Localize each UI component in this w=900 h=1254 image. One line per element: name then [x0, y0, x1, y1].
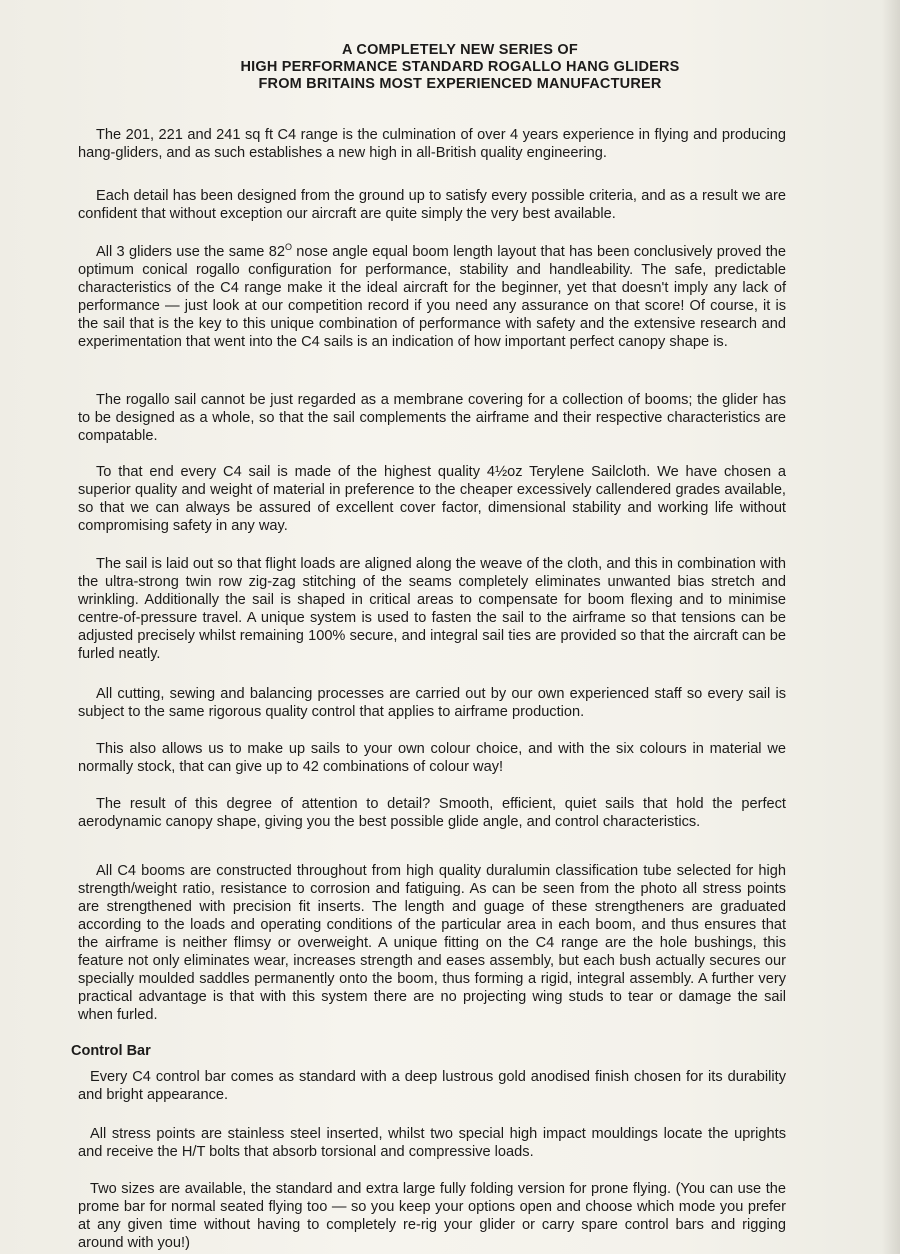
paragraph-design	[78, 187, 786, 223]
paragraph-text: This also allows us to make up sails to your own colour choice, and with the six colours in material we normally stock, that can give up to 42 combinations of colour way!	[78, 741, 786, 775]
paragraph-text-rest: nose angle equal boom length layout that has been conclusively proved the optimum conical rogallo configuration for performance, stability and handleability. The safe, predictable characteristics of the C4 range make it the ideal aircraft for the beginner, yet that doesn't imply any lack of performance — just look at our competition record if you need any assurance on that score! Of course, it is the sail that is the key to this unique combination of performance with safety and the extensive research and experimentation that went into the C4 sails is an indication of how important perfect canopy shape is.	[78, 244, 786, 350]
paragraph-nose-angle	[78, 243, 786, 351]
paragraph-text: Two sizes are available, the standard and extra large fully folding version for prone flying. (You can use the prome bar for normal seated flying too — so you keep your options open and choose which mode you prefer at any given time without having to completely re-rig your glider or carry spare control bars and rigging around with you!)	[78, 1181, 786, 1251]
paragraph-colours	[78, 740, 786, 776]
paragraph-text: The sail is laid out so that flight loads are aligned along the weave of the cloth, and this in combination with the ultra-strong twin row zig-zag stitching of the seams completely eliminates unwanted bias stretch and wrinkling. Additionally the sail is shaped in critical areas to compensate for boom flexing and to minimise centre-of-pressure travel. A unique system is used to fasten the sail to the airframe so that tensions can be adjusted precisely whilst remaining 100% secure, and integral sail ties are provided so that the aircraft can be furled neatly.	[78, 556, 786, 662]
paragraph-text: Each detail has been designed from the ground up to satisfy every possible criteria, and as a result we are confident that without exception our aircraft are quite simply the very best available.	[78, 188, 786, 222]
paragraph-sail-layout	[78, 555, 786, 663]
section-title-control-bar: Control Bar	[71, 1043, 151, 1059]
paragraph-text: All C4 booms are constructed throughout from high quality duralumin classification tube selected for high strength/weight ratio, resistance to corrosion and fatiguing. As can be seen from the photo all stress points are strengthened with precision fit inserts. The length and guage of these strengtheners are graduated according to the loads and operating conditions of the particular area in each boom, and thus ensures that the airframe is neither flimsy or overweight. A unique fitting on the C4 range are the hole bushings, this feature not only eliminates wear, increases strength and eases assembly, but each bush actually secures our specially moulded saddles permanently onto the boom, thus forming a rigid, integral assembly. A further very practical advantage is that with this system there are no projecting wing studs to tear or damage the sail when furled.	[78, 863, 786, 1023]
degree-superscript: O	[284, 242, 292, 253]
heading-line-1: A COMPLETELY NEW SERIES OF	[342, 42, 578, 58]
paragraph-text: Every C4 control bar comes as standard with a deep lustrous gold anodised finish chosen for its durability and bright appearance.	[78, 1069, 786, 1103]
paragraph-rogallo-sail	[78, 391, 786, 445]
paragraph-intro	[78, 126, 786, 162]
paragraph-text: To that end every C4 sail is made of the highest quality 4½oz Terylene Sailcloth. We have chosen a superior quality and weight of material in preference to the cheaper excessively callendered grades available, so that we can always be assured of excellent cover factor, dimensional stability and working life without compromising safety in any way.	[78, 464, 786, 534]
paragraph-text: All cutting, sewing and balancing processes are carried out by our own experienced staff so every sail is subject to the same rigorous quality control that applies to airframe production.	[78, 686, 786, 720]
paragraph-cutting-sewing	[78, 685, 786, 721]
paragraph-text: The rogallo sail cannot be just regarded as a membrane covering for a collection of booms; the glider has to be designed as a whole, so that the sail complements the airframe and their respective characteristics are compatable.	[78, 392, 786, 444]
paragraph-text: All stress points are stainless steel inserted, whilst two special high impact mouldings locate the uprights and receive the H/T bolts that absorb torsional and compressive loads.	[78, 1126, 786, 1160]
document-heading	[150, 42, 770, 93]
heading-line-2: HIGH PERFORMANCE STANDARD ROGALLO HANG GLIDERS	[240, 59, 680, 75]
paragraph-result	[78, 795, 786, 831]
paragraph-text: The 201, 221 and 241 sq ft C4 range is the culmination of over 4 years experience in flying and producing hang-gliders, and as such establishes a new high in all-British quality engineering.	[78, 127, 786, 161]
paragraph-sizes	[78, 1180, 786, 1252]
page-edge-shadow	[882, 0, 900, 1254]
paragraph-text: The result of this degree of attention to detail? Smooth, efficient, quiet sails that hold the perfect aerodynamic canopy shape, giving you the best possible glide angle, and control characteristics.	[78, 796, 786, 830]
paragraph-stress-points	[78, 1125, 786, 1161]
heading-line-3: FROM BRITAINS MOST EXPERIENCED MANUFACTURER	[258, 76, 662, 92]
paragraph-booms	[78, 862, 786, 1024]
paragraph-text-start: All 3 gliders use the same 82	[96, 244, 285, 260]
paragraph-sailcloth	[78, 463, 786, 535]
paragraph-control-bar-finish	[78, 1068, 786, 1104]
